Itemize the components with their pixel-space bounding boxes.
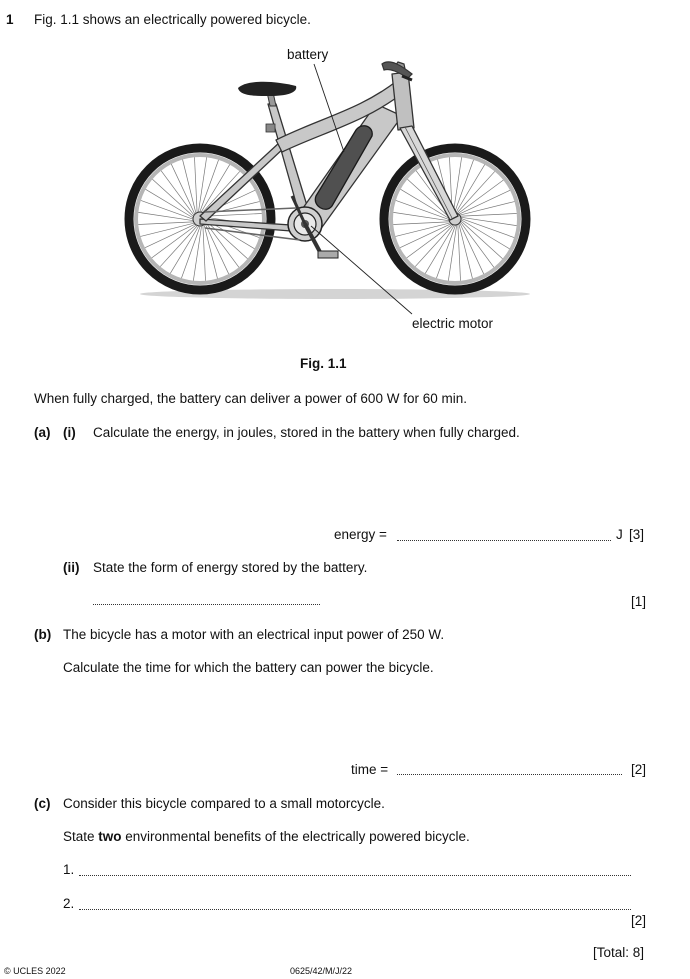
wheel-spoke [138,222,196,225]
part-c-text-1: Consider this bicycle compared to a small motorcycle. [63,796,385,811]
question-statement: When fully charged, the battery can deliver a power of 600 W for 60 min. [34,391,467,406]
part-c-text-2: State two environmental benefits of the electrically powered bicycle. [63,829,470,844]
wheel-spoke [459,223,473,279]
time-answer-label: time = [351,762,389,777]
wheel-spoke [393,222,451,225]
motor-pointer-line [311,226,412,314]
wheel-spoke [194,157,197,215]
wheel-spoke [171,164,196,216]
front-wheel [384,148,526,290]
wheel-spoke [204,223,218,279]
total-marks: [Total: 8] [593,945,645,960]
question-intro: Fig. 1.1 shows an electrically powered bicycle. [34,12,311,27]
benefit-1-number: 1. [63,862,75,877]
wheel-spoke [459,202,515,216]
benefit-1-answer-line[interactable] [79,875,631,876]
part-b-text-1: The bicycle has a motor with an electrical input power of 250 W. [63,627,445,642]
wheel-spoke [152,224,198,258]
energy-form-answer-line[interactable] [93,604,320,605]
wheel-spoke [400,223,452,248]
wheel-spoke [407,224,453,258]
figure-caption: Fig. 1.1 [300,356,347,371]
part-a-i-text: Calculate the energy, in joules, stored in the battery when fully charged. [93,425,520,440]
footer-copyright: © UCLES 2022 [4,966,66,976]
part-a-i-label: (i) [63,425,76,440]
battery-pointer-line [314,64,344,152]
benefit-2-number: 2. [63,896,75,911]
wheel-spoke [396,223,452,237]
wheel-spoke [459,222,484,274]
part-b-label: (b) [34,627,52,642]
wheel-spoke [203,223,206,281]
energy-answer-line[interactable] [397,540,611,541]
part-a-ii-marks: [1] [631,594,647,609]
footer-paper-code: 0625/42/M/J/22 [290,966,353,976]
part-b-text-2: Calculate the time for which the battery can power the bicycle. [63,660,434,675]
part-a-label: (a) [34,425,51,440]
energy-answer-label: energy = [334,527,387,542]
wheel-spoke [145,223,197,248]
wheel-spoke [459,213,517,216]
part-a-ii-text: State the form of energy stored by the battery. [93,560,368,575]
benefit-2-answer-line[interactable] [79,909,631,910]
part-a-ii-label: (ii) [63,560,80,575]
part-c-label: (c) [34,796,51,811]
saddle [238,82,296,96]
part-a-i-marks: [3] [629,527,645,542]
wheel-spoke [183,160,197,216]
wheel-spoke [458,223,461,281]
part-b-marks: [2] [631,762,647,777]
part-c-marks: [2] [631,913,647,928]
question-number: 1 [6,12,14,27]
energy-unit: J [616,527,623,542]
time-answer-line[interactable] [397,774,622,775]
wheel-spoke [460,221,494,267]
wheel-spoke [458,190,510,215]
bicycle-figure [0,0,690,360]
electric-motor-label: electric motor [412,316,494,331]
battery-label: battery [287,47,329,62]
wheel-spoke [161,171,195,217]
wheel-spoke [457,180,503,214]
wheel-spoke [141,223,197,237]
